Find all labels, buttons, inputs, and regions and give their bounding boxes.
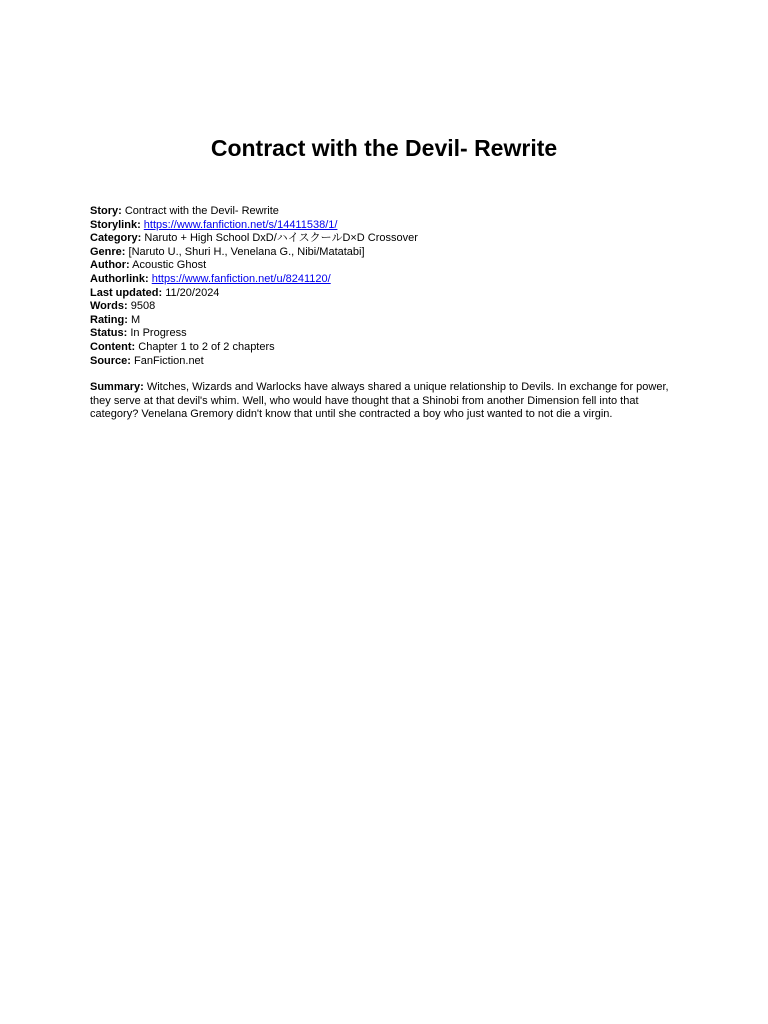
meta-label: Words:	[90, 300, 128, 313]
meta-row-source	[90, 355, 680, 369]
meta-label: Author:	[90, 259, 130, 272]
meta-label: Genre:	[90, 245, 126, 258]
summary-label: Summary:	[90, 381, 144, 393]
meta-value: [Naruto U., Shuri H., Venelana G., Nibi/Matatabi]	[128, 245, 365, 258]
metadata-block	[90, 205, 680, 368]
summary-paragraph	[90, 381, 680, 422]
meta-value: In Progress	[130, 327, 187, 340]
meta-row-author	[90, 259, 680, 273]
meta-row-status	[90, 327, 680, 341]
meta-label: Story:	[90, 205, 122, 217]
meta-value: Naruto + High School DxD/ハイスクールD×D Crossover	[144, 232, 418, 245]
meta-row-words	[90, 300, 680, 314]
meta-label: Content:	[90, 340, 136, 353]
authorlink-link[interactable]: https://www.fanfiction.net/u/8241120/	[151, 272, 331, 285]
meta-label: Storylink:	[90, 218, 141, 231]
meta-row-authorlink	[90, 273, 680, 287]
summary-text: Witches, Wizards and Warlocks have always shared a unique relationship to Devils. In exchange for power, they serve at that devil's whim. Well, who would have thought that a Shinobi from another Dimension fell into that category? Venelana Gremory didn't know that until she contracted a boy who just wanted to not die a virgin.	[90, 381, 669, 421]
meta-label: Authorlink:	[90, 272, 149, 285]
meta-value: 11/20/2024	[165, 286, 220, 299]
meta-value: FanFiction.net	[134, 354, 204, 367]
meta-label: Rating:	[90, 313, 128, 326]
meta-row-genre	[90, 246, 680, 260]
meta-value: Chapter 1 to 2 of 2 chapters	[138, 340, 275, 353]
meta-value: Acoustic Ghost	[132, 259, 207, 272]
meta-label: Last updated:	[90, 286, 163, 299]
meta-row-rating	[90, 314, 680, 328]
meta-row-last-updated	[90, 287, 680, 301]
meta-label: Source:	[90, 354, 131, 367]
meta-label: Status:	[90, 327, 128, 340]
meta-row-storylink	[90, 219, 680, 233]
meta-row-story	[90, 205, 680, 219]
meta-value: Contract with the Devil- Rewrite	[124, 205, 279, 217]
storylink-link[interactable]: https://www.fanfiction.net/s/14411538/1/	[143, 218, 338, 231]
document-title: Contract with the Devil- Rewrite	[210, 135, 558, 161]
meta-row-content	[90, 341, 680, 355]
meta-label: Category:	[90, 232, 142, 245]
meta-row-category	[90, 232, 680, 246]
meta-value: M	[130, 313, 141, 326]
meta-value: 9508	[130, 300, 156, 313]
